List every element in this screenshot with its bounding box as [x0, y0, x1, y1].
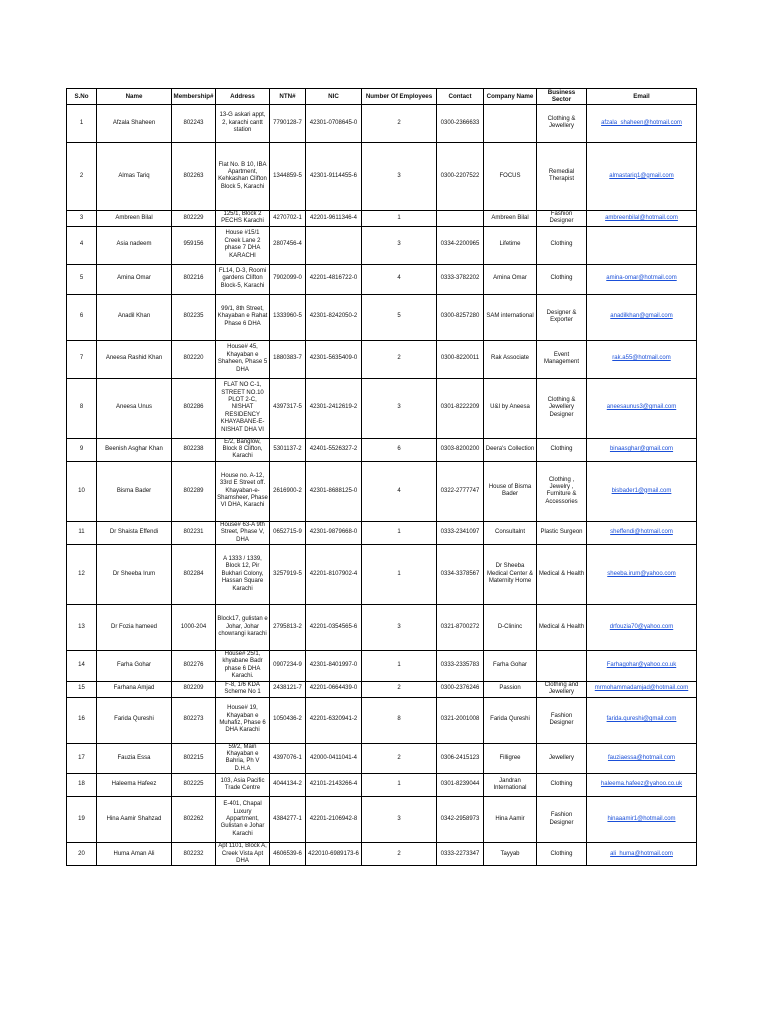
cell-membership: 802238: [172, 438, 216, 461]
cell-company: Tayyab: [484, 843, 537, 866]
cell-membership: 802232: [172, 843, 216, 866]
cell-email[interactable]: sheeba.irum@yahoo.com: [587, 545, 697, 605]
cell-employees: 2: [362, 681, 437, 697]
cell-ntn: 1880383-7: [270, 340, 306, 378]
cell-sno: 5: [67, 264, 97, 294]
cell-company: Dr Sheeba Medical Center & Maternity Home: [484, 545, 537, 605]
cell-address: 99/1, 8th Street, Khayaban e Rahat Phase 6 DHA: [216, 294, 270, 340]
cell-ntn: 1344859-5: [270, 142, 306, 210]
cell-sno: 17: [67, 743, 97, 774]
cell-employees: 2: [362, 843, 437, 866]
cell-company: Rak Associate: [484, 340, 537, 378]
cell-nic: 42301-9114455-6: [306, 142, 362, 210]
cell-address: House# 25/1, khyabane Badr phase 6 DHA Karachi.: [216, 651, 270, 682]
cell-address: FLAT NO C-1, STREET NO.10 PLOT 2-C, NISHAT RESIDENCY KHAYABANE-E-NISHAT DHA VI: [216, 378, 270, 438]
table-body: [67, 104, 697, 866]
cell-sector: Fashion Designer: [537, 697, 587, 743]
cell-sno: 15: [67, 681, 97, 697]
cell-contact: 0306-2415123: [437, 743, 484, 774]
cell-ntn: 1333960-5: [270, 294, 306, 340]
cell-employees: 2: [362, 743, 437, 774]
cell-name: Asia nadeem: [97, 226, 172, 264]
cell-sno: 6: [67, 294, 97, 340]
cell-email[interactable]: anadilkhan@gmail.com: [587, 294, 697, 340]
col-header-membership: Membership#: [172, 89, 216, 105]
cell-membership: 802235: [172, 294, 216, 340]
cell-sno: 14: [67, 651, 97, 682]
cell-sector: Medical & Health: [537, 545, 587, 605]
table-row: [67, 774, 697, 797]
cell-email[interactable]: bisbader1@gmail.com: [587, 461, 697, 521]
cell-membership: 802262: [172, 797, 216, 843]
cell-address: Block17, gulistan e Johar, Johar chowrangi karachi: [216, 605, 270, 651]
cell-name: Beenish Asghar Khan: [97, 438, 172, 461]
cell-ntn: 1050436-2: [270, 697, 306, 743]
cell-name: Farida Qureshi: [97, 697, 172, 743]
col-header-nic: NIC: [306, 89, 362, 105]
cell-email[interactable]: [587, 226, 697, 264]
cell-nic: 42201-6320941-2: [306, 697, 362, 743]
table-row: [67, 797, 697, 843]
cell-address: FL14, D-3, Roomi gardens Clifton Block-5, Karachi: [216, 264, 270, 294]
cell-address: F-8, 1/6 KDA Scheme No 1: [216, 681, 270, 697]
cell-sector: Fashion Designer: [537, 210, 587, 226]
cell-contact: 0333-2335783: [437, 651, 484, 682]
cell-contact: 0300-2207522: [437, 142, 484, 210]
cell-sno: 7: [67, 340, 97, 378]
cell-sector: Designer & Exporter: [537, 294, 587, 340]
cell-contact: 0300-8257280: [437, 294, 484, 340]
cell-address: House #15/1 Creek Lane 2 phase 7 DHA KARACHI: [216, 226, 270, 264]
cell-ntn: 4384277-1: [270, 797, 306, 843]
cell-membership: 802276: [172, 651, 216, 682]
cell-company: Jandran International: [484, 774, 537, 797]
cell-company: Ambreen Bilal: [484, 210, 537, 226]
cell-contact: 0342-2958973: [437, 797, 484, 843]
cell-membership: 1000-204: [172, 605, 216, 651]
cell-company: FOCUS: [484, 142, 537, 210]
table-row: [67, 104, 697, 142]
cell-employees: 1: [362, 774, 437, 797]
cell-employees: 4: [362, 461, 437, 521]
cell-address: Apt 1101, Block A, Creek Vista Apt DHA: [216, 843, 270, 866]
cell-company: Deera's Collection: [484, 438, 537, 461]
cell-address: House no. A-12, 33rd E Street off. Khayaban-e-Shamsheer, Phase VI DHA, Karachi: [216, 461, 270, 521]
cell-company: House of Bisma Bader: [484, 461, 537, 521]
cell-nic: 42301-0708645-0: [306, 104, 362, 142]
cell-name: Haleema Hafeez: [97, 774, 172, 797]
cell-membership: 802220: [172, 340, 216, 378]
cell-ntn: 4044134-2: [270, 774, 306, 797]
cell-contact: [437, 210, 484, 226]
cell-name: Aneesa Rashid Khan: [97, 340, 172, 378]
table-row: [67, 461, 697, 521]
cell-ntn: 0652715-9: [270, 521, 306, 544]
col-header-address: Address: [216, 89, 270, 105]
cell-employees: 1: [362, 521, 437, 544]
cell-name: Dr Sheeba Irum: [97, 545, 172, 605]
cell-ntn: 4397076-1: [270, 743, 306, 774]
cell-membership: 802225: [172, 774, 216, 797]
cell-sector: Plastic Surgeon: [537, 521, 587, 544]
cell-ntn: 5301137-2: [270, 438, 306, 461]
table-row: [67, 743, 697, 774]
cell-nic: 42201-2106942-8: [306, 797, 362, 843]
cell-email[interactable]: fauziaessa@hotmail.com: [587, 743, 697, 774]
cell-sector: Fashion Designer: [537, 797, 587, 843]
table-row: [67, 264, 697, 294]
table-row: [67, 697, 697, 743]
cell-nic: 42301-8688125-0: [306, 461, 362, 521]
cell-company: Consultalnt: [484, 521, 537, 544]
cell-sno: 10: [67, 461, 97, 521]
cell-sector: Clothing & Jewellery: [537, 104, 587, 142]
cell-name: Anadil Khan: [97, 294, 172, 340]
cell-membership: 802229: [172, 210, 216, 226]
cell-name: Almas Tariq: [97, 142, 172, 210]
cell-nic: 42301-9879668-0: [306, 521, 362, 544]
cell-name: Afzala Shaheen: [97, 104, 172, 142]
cell-membership: 802231: [172, 521, 216, 544]
cell-sno: 11: [67, 521, 97, 544]
cell-address: E/2, Banglow, Block 8 Clifton, Karachi: [216, 438, 270, 461]
cell-company: Farha Gohar: [484, 651, 537, 682]
cell-employees: 1: [362, 210, 437, 226]
cell-employees: 5: [362, 294, 437, 340]
cell-contact: 0301-8222209: [437, 378, 484, 438]
cell-contact: 0334-3378567: [437, 545, 484, 605]
cell-sector: Clothing and Jewellery: [537, 681, 587, 697]
cell-employees: 8: [362, 697, 437, 743]
table-row: [67, 545, 697, 605]
table-row: [67, 340, 697, 378]
cell-sector: Medical & Health: [537, 605, 587, 651]
cell-contact: 0334-2200965: [437, 226, 484, 264]
table-row: [67, 438, 697, 461]
cell-contact: 0300-8220011: [437, 340, 484, 378]
col-header-contact: Contact: [437, 89, 484, 105]
cell-email[interactable]: rak.a55@hotmail.com: [587, 340, 697, 378]
cell-sector: Event Management: [537, 340, 587, 378]
cell-ntn: 2616900-2: [270, 461, 306, 521]
cell-ntn: 4397317-5: [270, 378, 306, 438]
cell-email[interactable]: ambreenbilal@hotmail.com: [587, 210, 697, 226]
cell-name: Aneesa Unus: [97, 378, 172, 438]
cell-membership: 802284: [172, 545, 216, 605]
cell-company: U&I by Aneesa: [484, 378, 537, 438]
cell-email[interactable]: hinaaamir1@hotmail.com: [587, 797, 697, 843]
cell-employees: 3: [362, 605, 437, 651]
cell-ntn: 2438121-7: [270, 681, 306, 697]
cell-nic: 42401-5526327-2: [306, 438, 362, 461]
cell-company: [484, 104, 537, 142]
cell-sno: 16: [67, 697, 97, 743]
cell-sector: Clothing: [537, 226, 587, 264]
cell-employees: 3: [362, 378, 437, 438]
cell-email[interactable]: afzala_shaheen@hotmail.com: [587, 104, 697, 142]
cell-company: Lifetime: [484, 226, 537, 264]
cell-nic: 42201-9611346-4: [306, 210, 362, 226]
cell-nic: 422010-6989173-6: [306, 843, 362, 866]
cell-nic: 42101-2143266-4: [306, 774, 362, 797]
cell-membership: 802286: [172, 378, 216, 438]
cell-ntn: 7790128-7: [270, 104, 306, 142]
cell-address: House# 19, Khayaban e Muhafiz, Phase 6 DHA Karachi: [216, 697, 270, 743]
cell-sector: Jewellery: [537, 743, 587, 774]
cell-membership: 959156: [172, 226, 216, 264]
col-header-sno: S.No: [67, 89, 97, 105]
cell-company: D-Clininc: [484, 605, 537, 651]
cell-email[interactable]: mrmohammadamjad@hotmail.com: [587, 681, 697, 697]
cell-contact: 0300-2376246: [437, 681, 484, 697]
cell-company: Amina Omar: [484, 264, 537, 294]
cell-contact: 0333-2273347: [437, 843, 484, 866]
cell-contact: 0333-2341097: [437, 521, 484, 544]
cell-nic: 42301-2412619-2: [306, 378, 362, 438]
cell-ntn: 2807456-4: [270, 226, 306, 264]
cell-address: A 1333 / 1339, Block 12, Pir Bukhari Colony, Hassan Square Karachi: [216, 545, 270, 605]
col-header-name: Name: [97, 89, 172, 105]
cell-sno: 8: [67, 378, 97, 438]
cell-name: Ambreen Bilal: [97, 210, 172, 226]
cell-ntn: 3257919-5: [270, 545, 306, 605]
cell-address: 59/2, Main Khayaban e Bahria, Ph V D.H.A: [216, 743, 270, 774]
cell-sno: 19: [67, 797, 97, 843]
cell-ntn: 7902099-0: [270, 264, 306, 294]
table-row: [67, 521, 697, 544]
cell-nic: 42301-8401997-0: [306, 651, 362, 682]
cell-email[interactable]: farida.qureshi@gmail.com: [587, 697, 697, 743]
cell-nic: [306, 226, 362, 264]
cell-sector: Clothing , Jewelry , Furniture & Accessories: [537, 461, 587, 521]
cell-name: Amina Omar: [97, 264, 172, 294]
cell-sno: 4: [67, 226, 97, 264]
cell-company: Hina Aamir: [484, 797, 537, 843]
cell-address: 125/1, Block 2 PECHS Karachi: [216, 210, 270, 226]
col-header-ntn: NTN#: [270, 89, 306, 105]
cell-email[interactable]: sheffendi@hotmail.com: [587, 521, 697, 544]
cell-employees: 2: [362, 340, 437, 378]
cell-sector: Clothing: [537, 774, 587, 797]
cell-nic: 42201-4816722-0: [306, 264, 362, 294]
cell-employees: 3: [362, 226, 437, 264]
cell-name: Dr Fozia hameed: [97, 605, 172, 651]
cell-company: Farida Qureshi: [484, 697, 537, 743]
cell-name: Dr Shaista Effendi: [97, 521, 172, 544]
col-header-sector: Business Sector: [537, 89, 587, 105]
cell-address: 103, Asia Pacific Trade Centre: [216, 774, 270, 797]
cell-company: Filligree: [484, 743, 537, 774]
cell-sno: 1: [67, 104, 97, 142]
cell-sector: Clothing: [537, 843, 587, 866]
cell-membership: 802263: [172, 142, 216, 210]
cell-email[interactable]: almastariq1@gmail.com: [587, 142, 697, 210]
cell-employees: 4: [362, 264, 437, 294]
cell-contact: 0300-2366633: [437, 104, 484, 142]
cell-nic: 42301-8242050-2: [306, 294, 362, 340]
cell-sector: Clothing: [537, 438, 587, 461]
cell-membership: 802273: [172, 697, 216, 743]
cell-sno: 18: [67, 774, 97, 797]
cell-email[interactable]: drfouzia70@yahoo.com: [587, 605, 697, 651]
cell-name: Hina Aamir Shahzad: [97, 797, 172, 843]
members-table: [66, 88, 697, 866]
cell-membership: 802289: [172, 461, 216, 521]
cell-nic: 42201-8107902-4: [306, 545, 362, 605]
cell-name: Huma Aman Ali: [97, 843, 172, 866]
cell-name: Bisma Bader: [97, 461, 172, 521]
table-row: [67, 142, 697, 210]
cell-sno: 13: [67, 605, 97, 651]
cell-membership: 802209: [172, 681, 216, 697]
cell-address: 13-G askari appt, 2, karachi cantt station: [216, 104, 270, 142]
cell-membership: 802215: [172, 743, 216, 774]
cell-ntn: 2795813-2: [270, 605, 306, 651]
cell-sector: [537, 651, 587, 682]
cell-employees: 2: [362, 104, 437, 142]
cell-address: House# 63-A 9th Street, Phase V, DHA: [216, 521, 270, 544]
table-row: [67, 651, 697, 682]
cell-ntn: 4270702-1: [270, 210, 306, 226]
cell-membership: 802243: [172, 104, 216, 142]
cell-name: Fauzia Essa: [97, 743, 172, 774]
cell-company: SAM international: [484, 294, 537, 340]
cell-address: E-401, Chapal Luxury Appartment, Gulistan e Johar Karachi: [216, 797, 270, 843]
cell-ntn: 4606539-6: [270, 843, 306, 866]
cell-address: Flat No. B 10, IBA Apartment, Kehkashan Clifton Block 5, Karachi: [216, 142, 270, 210]
col-header-email: Email: [587, 89, 697, 105]
cell-sector: Remedial Therapist: [537, 142, 587, 210]
table-row: [67, 226, 697, 264]
cell-employees: 6: [362, 438, 437, 461]
cell-contact: 0321-2001008: [437, 697, 484, 743]
cell-nic: 42301-5635409-0: [306, 340, 362, 378]
cell-ntn: 0907234-9: [270, 651, 306, 682]
cell-nic: 42201-0664439-0: [306, 681, 362, 697]
table-row: [67, 294, 697, 340]
cell-name: Farhana Amjad: [97, 681, 172, 697]
table-row: [67, 681, 697, 697]
cell-email[interactable]: aneesaunus3@gmail.com: [587, 378, 697, 438]
cell-sno: 3: [67, 210, 97, 226]
cell-address: House# 45, Khayaban e Shaheen, Phase 5 DHA: [216, 340, 270, 378]
cell-employees: 3: [362, 797, 437, 843]
cell-contact: 0333-3782202: [437, 264, 484, 294]
cell-contact: 0301-8239044: [437, 774, 484, 797]
cell-email[interactable]: amina-omar@hotmail.com: [587, 264, 697, 294]
cell-employees: 1: [362, 545, 437, 605]
table-row: [67, 378, 697, 438]
cell-email[interactable]: haleema.hafeez@yahoo.co.uk: [587, 774, 697, 797]
cell-sno: 9: [67, 438, 97, 461]
col-header-employees: Number Of Employees: [362, 89, 437, 105]
cell-membership: 802216: [172, 264, 216, 294]
cell-contact: 0322-2777747: [437, 461, 484, 521]
cell-email[interactable]: ali_huma@hotmail.com: [587, 843, 697, 866]
cell-sno: 20: [67, 843, 97, 866]
cell-name: Farha Gohar: [97, 651, 172, 682]
col-header-company: Company Name: [484, 89, 537, 105]
cell-sector: Clothing: [537, 264, 587, 294]
cell-sno: 12: [67, 545, 97, 605]
table-row: [67, 843, 697, 866]
cell-sector: Clothing & Jewellery Designer: [537, 378, 587, 438]
cell-email[interactable]: binaasghar@gmail.com: [587, 438, 697, 461]
cell-contact: 0321-8700272: [437, 605, 484, 651]
cell-contact: 0303-8200200: [437, 438, 484, 461]
cell-nic: 42201-0354565-6: [306, 605, 362, 651]
cell-employees: 1: [362, 651, 437, 682]
table-row: [67, 605, 697, 651]
cell-email[interactable]: Farhagohar@yahoo.co.uk: [587, 651, 697, 682]
header-row: [67, 89, 697, 105]
cell-sno: 2: [67, 142, 97, 210]
cell-nic: 42000-0411041-4: [306, 743, 362, 774]
cell-employees: 3: [362, 142, 437, 210]
cell-company: Passion: [484, 681, 537, 697]
table-row: [67, 210, 697, 226]
